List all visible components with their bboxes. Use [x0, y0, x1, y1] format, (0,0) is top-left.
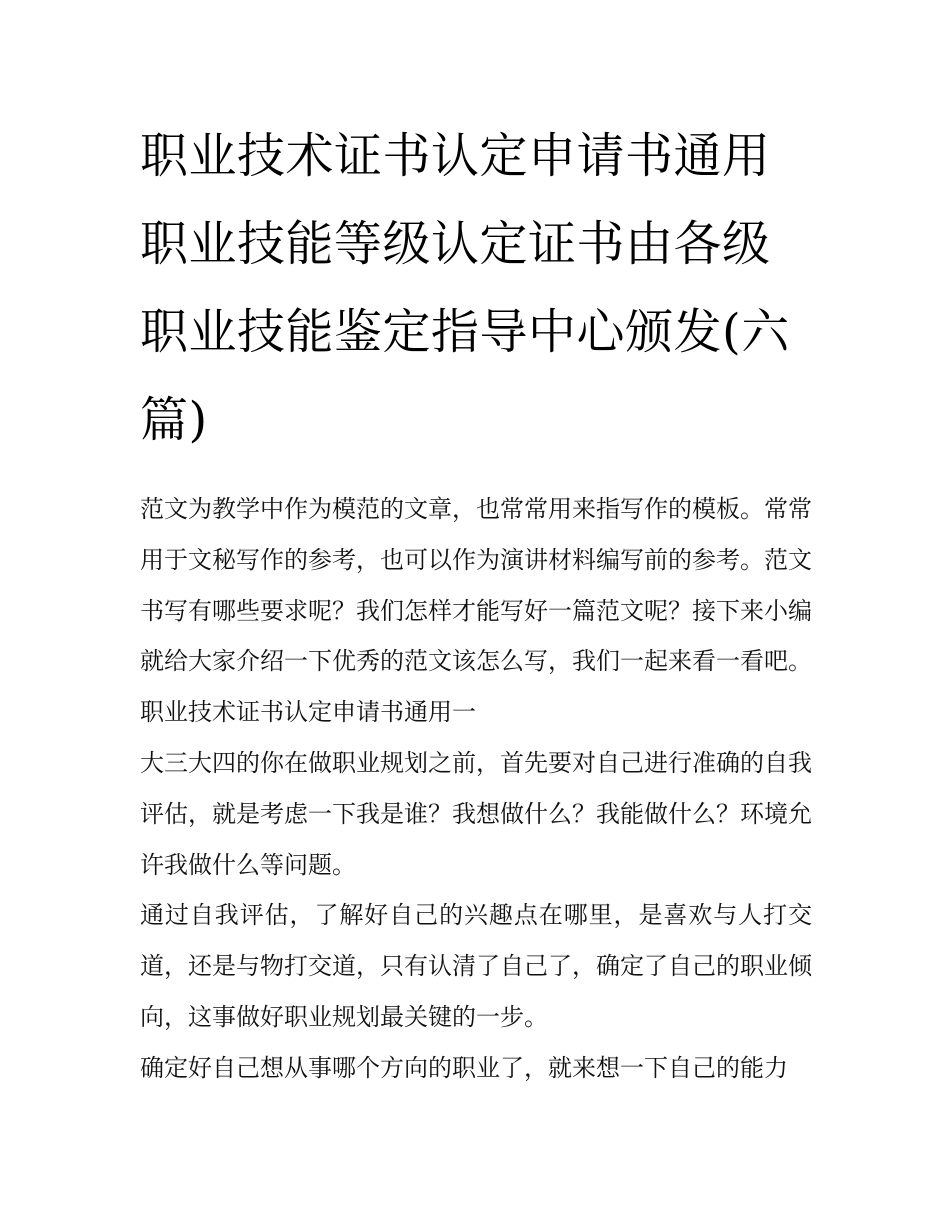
section-heading: 职业技术证书认定申请书通用一 [140, 698, 476, 727]
body-paragraph: 通过自我评估，了解好自己的兴趣点在哪里，是喜欢与人打交道，还是与物打交道，只有认清了自己了，确定了自己的职业倾向，这事做好职业规划最关键的一步。 [140, 901, 812, 1031]
body-paragraph: 确定好自己想从事哪个方向的职业了，就来想一下自己的能力 [140, 1053, 788, 1082]
document-title: 职业技术证书认定申请书通用职业技能等级认定证书由各级职业技能鉴定指导中心颁发(六篇) [140, 128, 790, 448]
document-body [140, 484, 812, 1094]
body-paragraph: 大三大四的你在做职业规划之前，首先要对自己进行准确的自我评估，就是考虑一下我是谁？我想做什么？我能做什么？环境允许我做什么等问题。 [140, 748, 812, 879]
intro-paragraph: 范文为教学中作为模范的文章，也常常用来指写作的模板。常常用于文秘写作的参考，也可以作为演讲材料编写前的参考。范文书写有哪些要求呢？我们怎样才能写好一篇范文呢？接下来小编就给大家介绍一下优秀的范文该怎么写，我们一起来看一看吧。 [140, 495, 812, 676]
document-content [140, 112, 812, 1094]
